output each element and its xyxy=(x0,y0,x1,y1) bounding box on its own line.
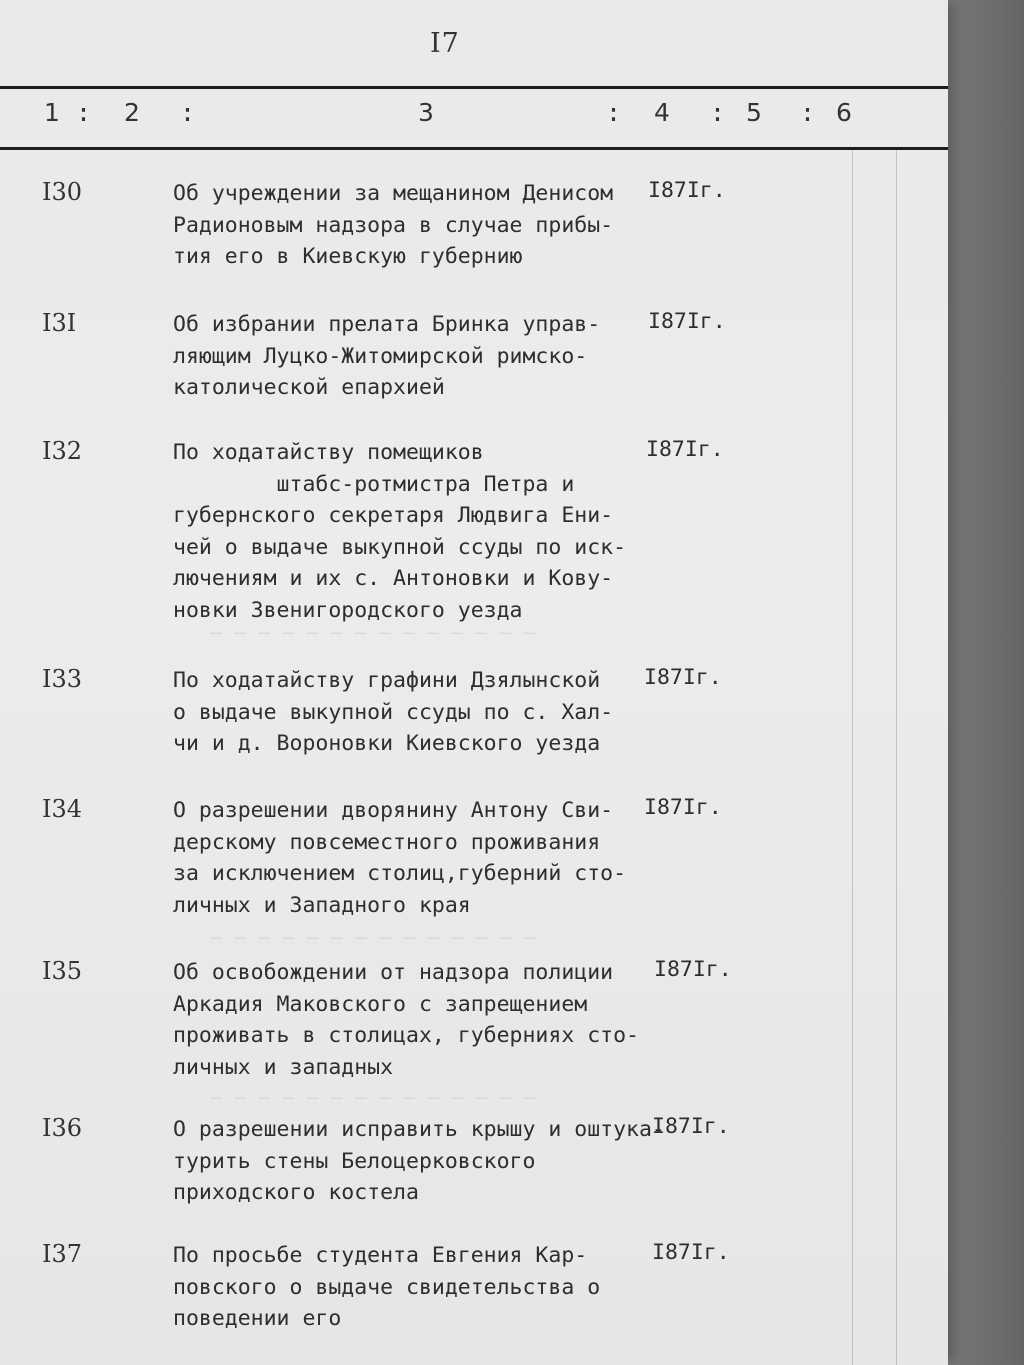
column-header-4: 4 xyxy=(654,98,670,127)
column-header-6: 6 xyxy=(836,98,852,127)
margin-line xyxy=(896,150,897,1365)
column-separator: : xyxy=(76,98,92,127)
entry-year: I87Iг. xyxy=(646,437,724,462)
entry-number: I32 xyxy=(42,437,83,465)
entry-title: Об учреждении за мещанином Денисом Радионовым надзора в случае прибы- тия его в Киевскую губернию xyxy=(173,181,614,269)
entry-number: I3I xyxy=(42,309,77,337)
bleed-through-text: — — — — — — — — — — — — — — xyxy=(210,620,536,644)
entry-number: I37 xyxy=(42,1240,83,1268)
column-separator: : xyxy=(800,98,816,127)
entry-title: По ходатайству помещиков штабс-ротмистра Петра и губернского секретаря Людвига Ени- чей о выдаче выкупной ссуды по иск- лючениям и их с. Антоновки и Кову- новки Звенигородского уезда xyxy=(173,440,627,623)
entry-year: I87Iг. xyxy=(648,309,726,334)
entry-title: О разрешении исправить крышу и оштука- турить стены Белоцерковского приходского костела xyxy=(173,1117,665,1205)
column-header-2: 2 xyxy=(124,98,140,127)
entry-year: I87Iг. xyxy=(652,1114,730,1139)
column-header-row xyxy=(0,96,948,144)
entry-title: По ходатайству графини Дзялынской о выдаче выкупной ссуды по с. Хал- чи и д. Вороновки Киевского уезда xyxy=(173,668,614,756)
entry-title: Об освобождении от надзора полиции Аркадия Маковского с запрещением проживать в столицах, губерниях сто- личных и западных xyxy=(173,960,639,1080)
entry-number: I30 xyxy=(42,178,83,206)
column-header-3: 3 xyxy=(418,98,434,127)
bleed-through-text: — — — — — — — — — — — — — — xyxy=(210,1085,536,1109)
entry-number: I35 xyxy=(42,957,83,985)
column-separator: : xyxy=(710,98,726,127)
header-bottom-rule xyxy=(0,147,948,150)
bleed-through-text: — — — — — — — — — — — — — — xyxy=(210,925,536,949)
entry-year: I87Iг. xyxy=(648,178,726,203)
column-separator: : xyxy=(180,98,196,127)
entry-title: По просьбе студента Евгения Кар- повского о выдаче свидетельства о поведении его xyxy=(173,1243,601,1331)
entry-year: I87Iг. xyxy=(644,795,722,820)
column-header-1: 1 xyxy=(44,98,60,127)
entry-year: I87Iг. xyxy=(654,957,732,982)
column-separator: : xyxy=(606,98,622,127)
entry-number: I36 xyxy=(42,1114,83,1142)
column-header-5: 5 xyxy=(746,98,762,127)
page-number: I7 xyxy=(430,28,460,59)
entry-number: I34 xyxy=(42,795,83,823)
entry-title: Об избрании прелата Бринка управ- ляющим Луцко-Житомирской римско- католической епархией xyxy=(173,312,601,400)
entry-year: I87Iг. xyxy=(652,1240,730,1265)
background-surface xyxy=(940,0,1024,1365)
entry-number: I33 xyxy=(42,665,83,693)
margin-line xyxy=(852,150,853,1365)
entry-title: О разрешении дворянину Антону Сви- дерскому повсеместного проживания за исключением столиц,губерний сто- личных и Западного края xyxy=(173,798,627,918)
header-top-rule xyxy=(0,86,948,89)
entry-year: I87Iг. xyxy=(644,665,722,690)
